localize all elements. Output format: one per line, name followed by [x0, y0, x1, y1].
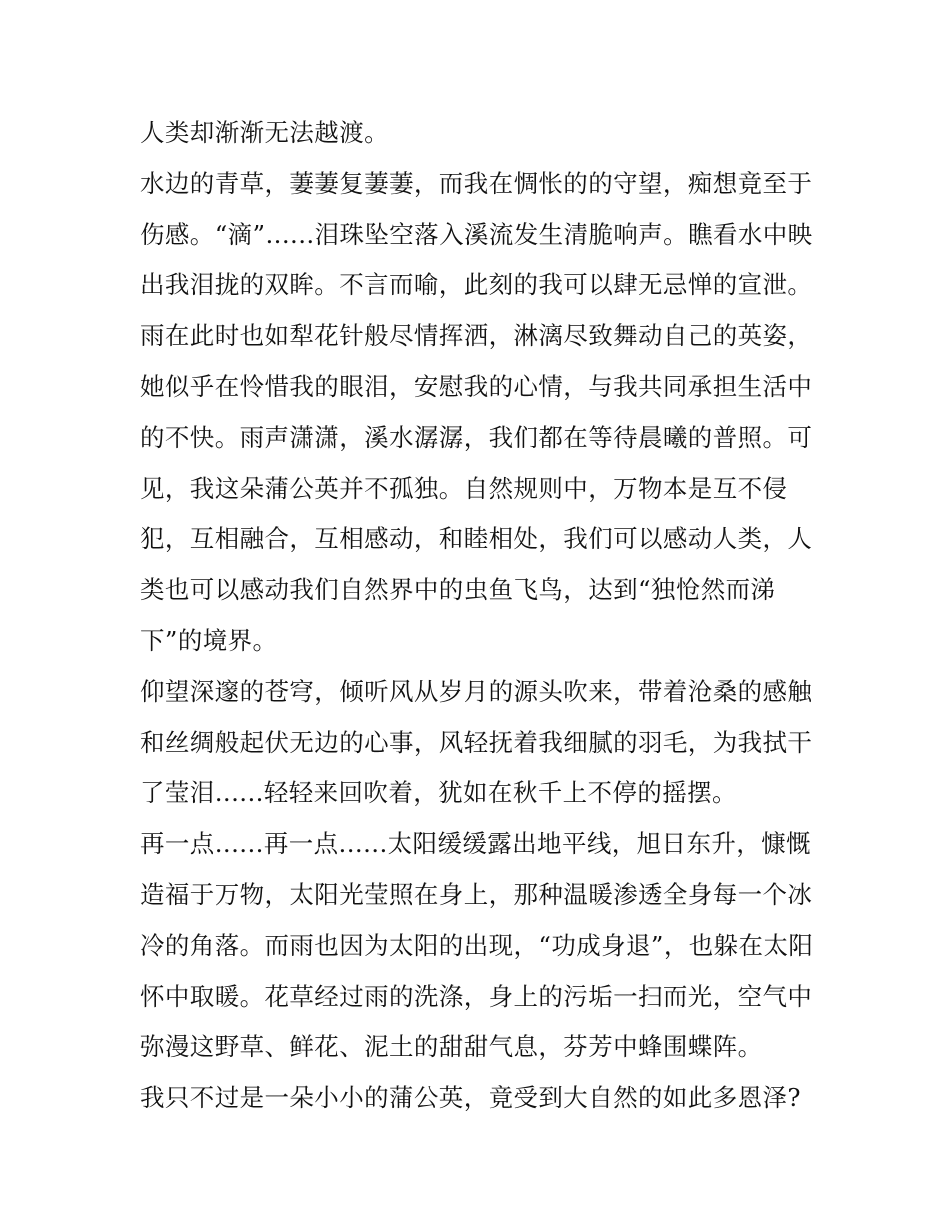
- text-line-11: 下”的境界。: [140, 625, 278, 655]
- text-line-17: 冷的角落。而雨也因为太阳的出现，“功成身退”，也躲在太阳: [140, 930, 814, 960]
- text-line-10: 类也可以感动我们自然界中的虫鱼飞鸟，达到“独怆然而涕: [140, 575, 776, 605]
- text-line-1: 人类却渐渐无法越渡。: [140, 118, 389, 147]
- text-line-6: 她似乎在怜惜我的眼泪，安慰我的心情，与我共同承担生活中: [140, 371, 813, 401]
- text-line-2: 水边的青草，萋萋复萋萋，而我在惆怅的的守望，痴想竟至于: [140, 168, 813, 198]
- text-line-16: 造福于万物，太阳光莹照在身上，那种温暖渗透全身每一个冰: [140, 879, 813, 909]
- body-text: [140, 108, 820, 1124]
- text-line-14: 了莹泪......轻轻来回吹着，犹如在秋千上不停的摇摆。: [140, 778, 737, 808]
- text-line-7: 的不快。雨声潇潇，溪水潺潺，我们都在等待晨曦的普照。可: [140, 422, 813, 452]
- text-line-8: 见，我这朵蒲公英并不孤独。自然规则中，万物本是互不侵: [140, 473, 788, 503]
- text-line-20: 我只不过是一朵小小的蒲公英，竟受到大自然的如此多恩泽?: [140, 1083, 801, 1113]
- text-line-5: 雨在此时也如犁花针般尽情挥洒，淋漓尽致舞动自己的英姿，: [140, 321, 813, 351]
- text-line-13: 和丝绸般起伏无边的心事，风轻抚着我细腻的羽毛，为我拭干: [140, 727, 813, 757]
- text-line-3: 伤感。“滴”......泪珠坠空落入溪流发生清脆响声。瞧看水中映: [140, 219, 813, 249]
- text-line-15: 再一点......再一点......太阳缓缓露出地平线，旭日东升，慷慨: [140, 829, 811, 859]
- text-line-9: 犯，互相融合，互相感动，和睦相处，我们可以感动人类，人: [140, 524, 813, 554]
- text-line-12: 仰望深邃的苍穹，倾听风从岁月的源头吹来，带着沧桑的感触: [140, 676, 813, 706]
- text-line-19: 弥漫这野草、鲜花、泥土的甜甜气息，芬芳中蜂围蝶阵。: [140, 1032, 763, 1062]
- text-line-4: 出我泪拢的双眸。不言而喻，此刻的我可以肆无忌惮的宣泄。: [140, 270, 813, 300]
- text-line-18: 怀中取暖。花草经过雨的洗涤，身上的污垢一扫而光，空气中: [140, 981, 813, 1011]
